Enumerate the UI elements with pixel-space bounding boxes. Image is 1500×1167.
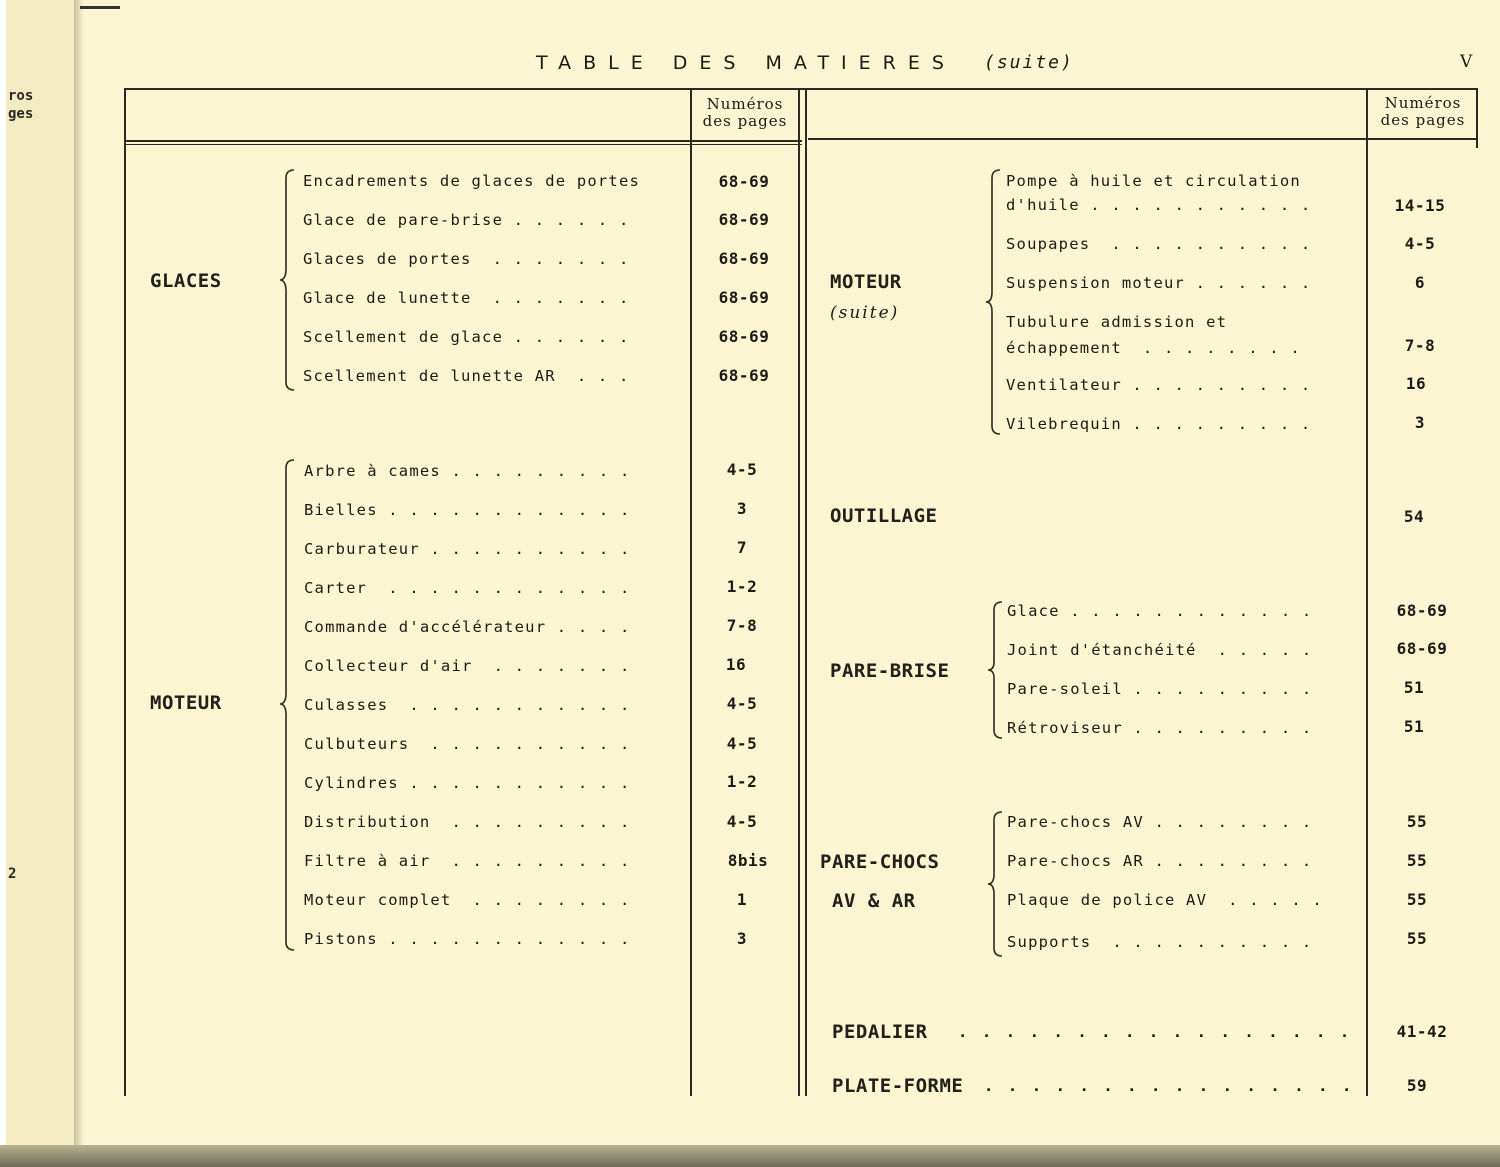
list-item: Carter . . . . . . . . . . . . [304, 579, 631, 597]
page-title-suite: (suite) [984, 52, 1074, 73]
page-ref: 68-69 [718, 288, 770, 307]
top-mark [80, 6, 120, 9]
page-ref: 68-69 [718, 366, 770, 385]
page-ref: 3 [736, 499, 748, 518]
right-page-column-rule [1366, 88, 1368, 1096]
group-pare-chocs: PARE-CHOCS [820, 851, 940, 873]
page-ref: 4-5 [726, 812, 758, 831]
header-rule-right [808, 138, 1478, 140]
left-page-column-rule [690, 88, 692, 1096]
list-item: Commande d'accélérateur . . . . [304, 618, 631, 636]
page-ref: 1-2 [726, 772, 758, 791]
page-ref: 51 [1403, 717, 1425, 736]
page-ref: 7-8 [726, 616, 758, 635]
page-ref: 55 [1406, 812, 1428, 831]
list-item-continuation: échappement . . . . . . . . [1006, 339, 1301, 357]
page-ref: 59 [1406, 1076, 1428, 1095]
page-ref: 55 [1406, 851, 1428, 870]
page-ref: 68-69 [718, 327, 770, 346]
list-item: Pompe à huile et circulation [1006, 172, 1301, 190]
group-moteur-suite-sublabel: (suite) [830, 303, 900, 323]
page-ref: 4-5 [726, 460, 758, 479]
header-rule-left [124, 140, 802, 142]
page-ref: 3 [736, 929, 748, 948]
list-item: Joint d'étanchéité . . . . . [1007, 641, 1313, 659]
list-item-continuation: d'huile . . . . . . . . . . . [1006, 196, 1312, 214]
page-ref: 8bis [727, 851, 769, 870]
list-item: Suspension moteur . . . . . . [1006, 274, 1312, 292]
page-ref: 68-69 [1396, 601, 1448, 620]
brace-pare-chocs [990, 810, 1006, 960]
bottom-edge [0, 1145, 1500, 1167]
list-item: Arbre à cames . . . . . . . . . [304, 462, 631, 480]
center-rule-a [798, 88, 800, 1096]
list-item: Encadrements de glaces de portes [303, 172, 641, 190]
list-item: Supports . . . . . . . . . . [1007, 933, 1313, 951]
group-moteur: MOTEUR [150, 692, 222, 714]
group-glaces: GLACES [150, 270, 222, 292]
page-ref: 68-69 [1396, 639, 1448, 658]
center-rule-b [805, 88, 807, 1096]
page-ref: 7 [736, 538, 748, 557]
column-header-pages-left [692, 96, 798, 130]
list-item: Pare-soleil . . . . . . . . . [1007, 680, 1313, 698]
list-item: Collecteur d'air . . . . . . . [304, 657, 631, 675]
page-ref: 1-2 [726, 577, 758, 596]
column-header-pages-right [1368, 95, 1478, 129]
page-ref: 54 [1403, 507, 1425, 526]
group-moteur-suite: MOTEUR [830, 271, 902, 293]
page-ref: 16 [725, 655, 747, 674]
page-ref: 14-15 [1394, 196, 1446, 215]
brace-moteur [282, 458, 298, 952]
list-item: Tubulure admission et [1006, 313, 1228, 331]
page-number: V [1460, 52, 1473, 72]
list-item: Plaque de police AV . . . . . [1007, 891, 1323, 909]
list-item: Glace de lunette . . . . . . . [303, 289, 630, 307]
list-item: Scellement de lunette AR . . . [303, 367, 630, 385]
page-ref: 4-5 [726, 694, 758, 713]
brace-moteur-suite [988, 168, 1004, 438]
page-ref: 6 [1414, 273, 1426, 292]
page-ref: 41-42 [1396, 1022, 1448, 1041]
header-rule-left-2 [124, 144, 802, 145]
page-ref: 68-69 [718, 210, 770, 229]
column-header-text: Numéros des pages [702, 95, 788, 130]
list-item: Rétroviseur . . . . . . . . . [1007, 719, 1313, 737]
list-item: Filtre à air . . . . . . . . . [304, 852, 631, 870]
page-ref: 16 [1405, 374, 1427, 393]
list-item: Culasses . . . . . . . . . . . [304, 696, 631, 714]
page-ref: 1 [736, 890, 748, 909]
page-ref: 4-5 [726, 734, 758, 753]
leader-dots: . . . . . . . . . . . . . . . . [984, 1077, 1354, 1095]
column-header-text: Numéros des pages [1380, 94, 1466, 129]
group-outillage: OUTILLAGE [830, 505, 938, 527]
leader-dots: . . . . . . . . . . . . . . . . . [958, 1023, 1352, 1041]
list-item: Soupapes . . . . . . . . . . [1006, 235, 1312, 253]
page-title: TABLE DES MATIERES [536, 52, 956, 74]
list-item: Glaces de portes . . . . . . . [303, 250, 630, 268]
group-plate-forme: PLATE-FORME [832, 1075, 964, 1097]
page-ref: 55 [1406, 890, 1428, 909]
prev-page-fragment: ges [8, 106, 34, 122]
list-item: Carburateur . . . . . . . . . . [304, 540, 631, 558]
group-pare-chocs-line2: AV & AR [832, 890, 916, 912]
list-item: Culbuteurs . . . . . . . . . . [304, 735, 631, 753]
page-ref: 7-8 [1404, 336, 1436, 355]
brace-glaces [282, 168, 298, 392]
list-item: Ventilateur . . . . . . . . . [1006, 376, 1312, 394]
left-border [124, 88, 126, 1096]
page-ref: 51 [1403, 678, 1425, 697]
group-pare-brise: PARE-BRISE [830, 660, 950, 682]
page-ref: 68-69 [718, 172, 770, 191]
prev-page-fragment: 2 [8, 866, 17, 882]
page-ref: 68-69 [718, 249, 770, 268]
table-top-rule [124, 88, 1478, 90]
list-item: Pistons . . . . . . . . . . . . [304, 930, 631, 948]
list-item: Bielles . . . . . . . . . . . . [304, 501, 631, 519]
list-item: Scellement de glace . . . . . . [303, 328, 630, 346]
previous-page-strip [6, 0, 77, 1145]
list-item: Glace de pare-brise . . . . . . [303, 211, 630, 229]
brace-pare-brise [990, 600, 1006, 742]
book-gutter [74, 0, 84, 1145]
page-ref: 4-5 [1404, 234, 1436, 253]
list-item: Moteur complet . . . . . . . . [304, 891, 631, 909]
list-item: Pare-chocs AV . . . . . . . . [1007, 813, 1313, 831]
list-item: Vilebrequin . . . . . . . . . [1006, 415, 1312, 433]
page-ref: 55 [1406, 929, 1428, 948]
group-pedalier: PEDALIER [832, 1021, 928, 1043]
list-item: Cylindres . . . . . . . . . . . [304, 774, 631, 792]
list-item: Pare-chocs AR . . . . . . . . [1007, 852, 1313, 870]
list-item: Distribution . . . . . . . . . [304, 813, 631, 831]
list-item: Glace . . . . . . . . . . . . [1007, 602, 1313, 620]
prev-page-fragment: ros [8, 88, 34, 104]
page-ref: 3 [1414, 413, 1426, 432]
